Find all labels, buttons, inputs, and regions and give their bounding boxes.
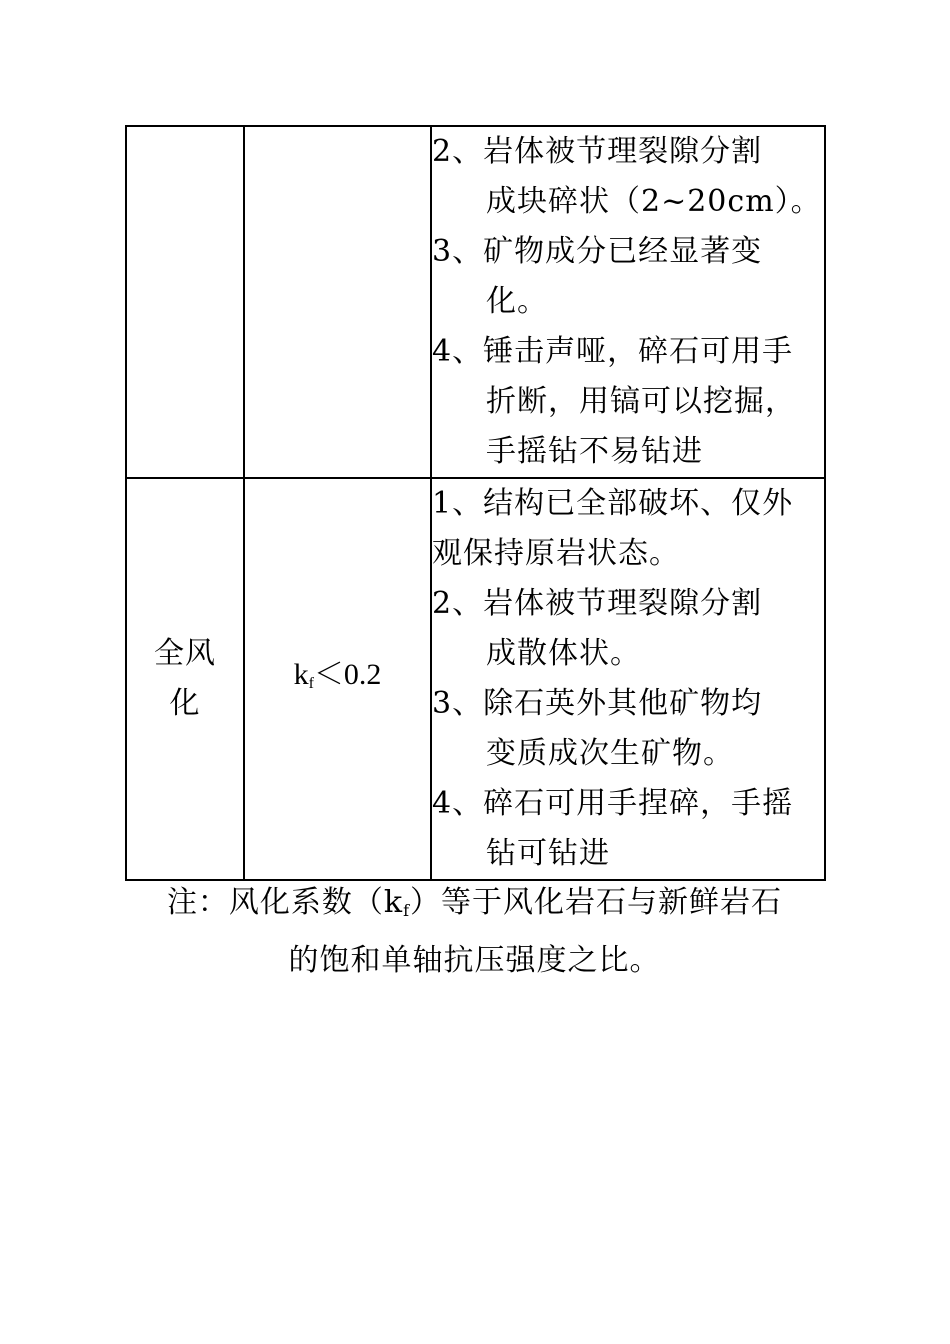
- feature-line: 变质成次生矿物。: [486, 736, 734, 771]
- grade-label-line: 全风: [154, 636, 216, 671]
- footnote-line: 的饱和单轴抗压强度之比。: [288, 943, 661, 978]
- feature-line: 2、岩体被节理裂隙分割: [432, 134, 763, 169]
- feature-line: 手摇钻不易钻进: [486, 434, 703, 469]
- feature-line: 化。: [486, 284, 548, 319]
- feature-item: [432, 227, 824, 327]
- footnote-subscript: f: [403, 901, 411, 920]
- feature-line: 钻可钻进: [486, 836, 610, 871]
- feature-line: 1、结构已全部破坏、仅外: [432, 486, 794, 521]
- feature-line: 成块碎状（2~20cm）。: [486, 184, 822, 219]
- feature-item: [432, 579, 824, 679]
- coefficient-subscript: f: [308, 674, 314, 692]
- coefficient-cell: [244, 478, 431, 880]
- coefficient-label: [245, 650, 430, 709]
- features-cell: [431, 478, 825, 880]
- feature-line: 成散体状。: [486, 636, 641, 671]
- feature-line: 3、除石英外其他矿物均: [432, 686, 763, 721]
- coefficient-symbol: k: [293, 657, 309, 691]
- feature-item: [432, 479, 824, 579]
- grade-cell: [126, 478, 244, 880]
- feature-item: [432, 127, 824, 227]
- feature-item: [432, 679, 824, 779]
- grade-label: [149, 629, 221, 729]
- grade-label-line: 化: [169, 686, 201, 721]
- feature-item: [432, 779, 824, 879]
- table-row: [126, 126, 825, 478]
- feature-item: [432, 327, 824, 477]
- features-cell: [431, 126, 825, 478]
- coefficient-cell: [244, 126, 431, 478]
- footnote-line: [125, 878, 824, 936]
- feature-line: 2、岩体被节理裂隙分割: [432, 586, 763, 621]
- weathering-grade-table: [125, 125, 826, 881]
- feature-line: 4、锤击声哑，碎石可用手: [432, 334, 794, 369]
- feature-line: 观保持原岩状态。: [432, 536, 680, 571]
- feature-line: 折断，用镐可以挖掘，: [486, 384, 796, 419]
- table-row: [126, 478, 825, 880]
- feature-line: 4、碎石可用手捏碎，手摇: [432, 786, 794, 821]
- footnote-text: 注：风化系数（k: [166, 885, 404, 920]
- footnote-text: ）等于风化岩石与新鲜岩石: [410, 885, 783, 920]
- table-footnote: [125, 878, 824, 986]
- grade-cell: [126, 126, 244, 478]
- coefficient-value: ＜0.2: [313, 657, 382, 691]
- feature-line: 3、矿物成分已经显著变: [432, 234, 763, 269]
